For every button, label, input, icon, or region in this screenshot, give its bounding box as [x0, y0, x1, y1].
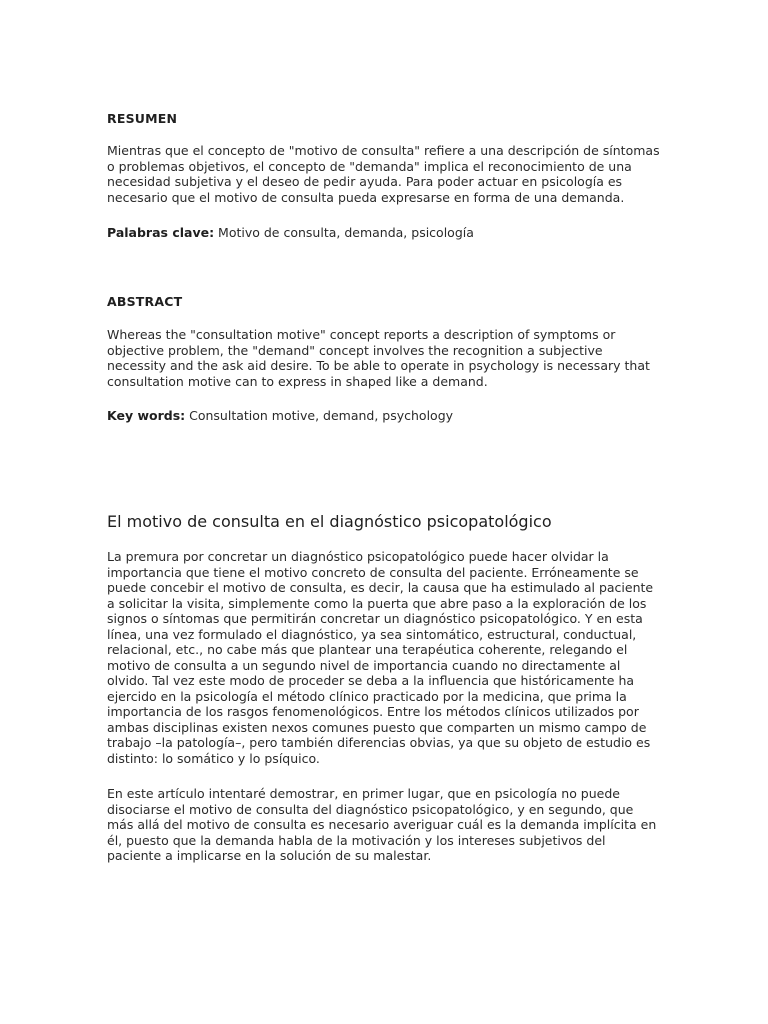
resumen-line: necesidad subjetiva y el deseo de pedir ayuda. Para poder actuar en psicología es [107, 174, 623, 189]
abstract-line: consultation motive can to express in shaped like a demand. [107, 373, 488, 389]
section-p2-line: más allá del motivo de consulta es necesario averiguar cuál es la demanda implícita en [107, 817, 657, 832]
abstract-paragraph [107, 327, 650, 389]
section-p1-line: línea, una vez formulado el diagnóstico, ya sea sintomático, estructural, conductual, [107, 626, 637, 642]
section-p1-line: distinto: lo somático y lo psíquico. [107, 750, 320, 766]
section-p1-line: importancia que tiene el motivo concreto de consulta del paciente. Erróneamente se [107, 564, 639, 580]
section-p1-line: La premura por concretar un diagnóstico psicopatológico puede hacer olvidar la [107, 549, 609, 564]
section-p2-line: paciente a implicarse en la solución de su malestar. [107, 848, 432, 863]
resumen-paragraph [107, 143, 660, 205]
section-p1-line: olvido. Tal vez este modo de proceder se deba a la influencia que históricamente ha [107, 673, 635, 688]
resumen-keywords [107, 225, 474, 241]
abstract-keywords-value: Consultation motive, demand, psychology [185, 408, 454, 423]
section-p2-line: él, puesto que la demanda habla de la motivación y los intereses subjetivos del [107, 832, 606, 848]
abstract-line: objective problem, the "demand" concept involves the recognition a subjective [107, 342, 603, 358]
section-paragraph-2 [107, 786, 656, 864]
section-p1-line: relacional, etc., no cabe más que plantear una terapéutica coherente, relegando el [107, 642, 628, 657]
resumen-heading: RESUMEN [107, 111, 178, 126]
section-p1-line: ejercido en la psicología el método clínico practicado por la medicina, que prima la [107, 688, 627, 704]
abstract-keywords-label: Key words: [107, 408, 186, 423]
resumen-line: necesario que el motivo de consulta pueda expresarse en forma de una demanda. [107, 189, 625, 205]
resumen-line: Mientras que el concepto de "motivo de consulta" refiere a una descripción de síntomas [107, 143, 660, 158]
resumen-keywords-value: Motivo de consulta, demanda, psicología [214, 225, 474, 240]
section-p1-line: importancia de los rasgos fenomenológicos. Entre los métodos clínicos utilizados por [107, 704, 639, 719]
section-p1-line: a solicitar la visita, simplemente como la puerta que abre paso a la exploración de los [107, 595, 647, 611]
section-paragraph-1 [107, 549, 653, 766]
section-p1-line: signos o síntomas que permitirán concretar un diagnóstico psicopatológico. Y en esta [107, 611, 643, 626]
resumen-keywords-label: Palabras clave: [107, 225, 215, 240]
resumen-line: o problemas objetivos, el concepto de "demanda" implica el reconocimiento de una [107, 158, 632, 174]
section-p1-line: ambas disciplinas existen nexos comunes puesto que comparten un mismo campo de [107, 719, 647, 735]
abstract-line: Whereas the "consultation motive" concept reports a description of symptoms or [107, 327, 616, 342]
section-p2-line: disociarse el motivo de consulta del diagnóstico psicopatológico, y en segundo, que [107, 801, 634, 817]
section-p1-line: trabajo –la patología–, pero también diferencias obvias, ya que su objeto de estudio es [107, 735, 651, 750]
section-p2-line: En este artículo intentaré demostrar, en primer lugar, que en psicología no puede [107, 786, 620, 801]
abstract-heading: ABSTRACT [107, 294, 183, 309]
abstract-line: necessity and the ask aid desire. To be able to operate in psychology is necessary that [107, 358, 650, 373]
section-title: El motivo de consulta en el diagnóstico psicopatológico [107, 512, 552, 531]
abstract-keywords [107, 408, 453, 424]
section-p1-line: motivo de consulta a un segundo nivel de importancia cuando no directamente al [107, 657, 621, 673]
section-p1-line: puede concebir el motivo de consulta, es decir, la causa que ha estimulado al paciente [107, 580, 654, 595]
